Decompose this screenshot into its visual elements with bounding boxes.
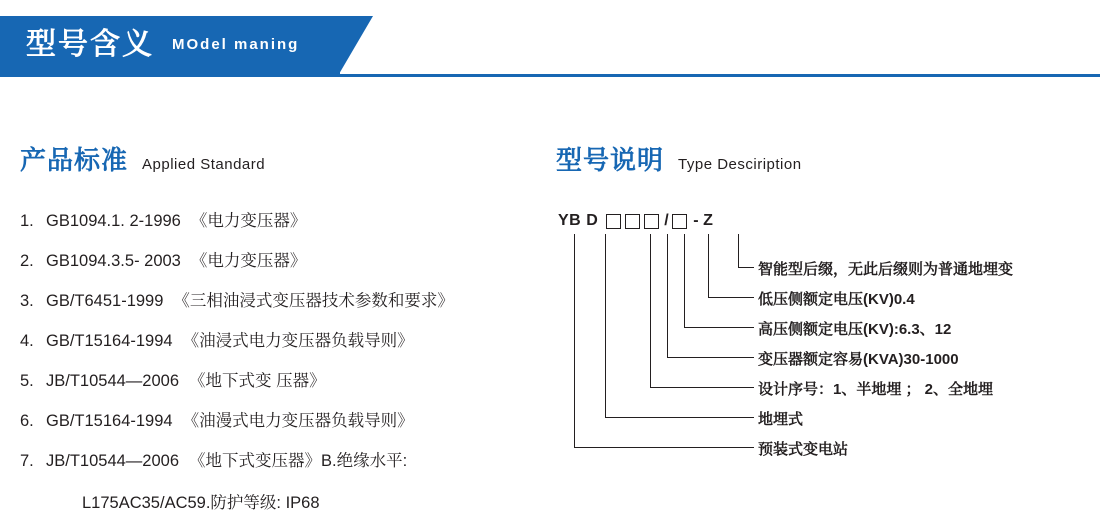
list-item <box>20 370 540 394</box>
applied-standard-list <box>20 210 540 513</box>
legend-label-2: 高压侧额定电压(KV):6.3、12 <box>758 321 952 338</box>
code-separator-dash: - <box>693 212 700 229</box>
list-item-code: GB1094.1. 2-1996 <box>46 212 181 230</box>
list-item-name: 《电力变压器》 <box>190 212 307 230</box>
legend-label-1: 低压侧额定电压(KV)0.4 <box>758 291 915 308</box>
list-item <box>20 450 540 474</box>
list-item-number: 1. <box>20 212 34 230</box>
list-item-number: 6. <box>20 411 34 430</box>
list-item-number: 7. <box>20 451 34 470</box>
leader-line-vertical-hv <box>684 234 685 328</box>
list-item-code: JB/T10544—2006 <box>46 371 180 390</box>
leader-line-horizontal-hv <box>684 327 754 328</box>
list-item-number: 4. <box>20 331 34 350</box>
leader-line-vertical-d <box>605 234 606 418</box>
list-item-name: 《油浸式电力变压器负载导则》 <box>182 331 414 350</box>
page-title-cn: 型号含义 <box>26 28 154 61</box>
type-code-string <box>558 212 713 230</box>
legend-label-4: 设计序号：1、半地埋 ； 2、全地埋 <box>758 381 994 398</box>
leader-line-horizontal-yb <box>574 447 754 448</box>
list-item <box>20 330 540 354</box>
leader-line-horizontal-lv <box>708 297 754 298</box>
code-box-hv <box>625 214 640 229</box>
list-item-continuation: L175AC35/AC59.防护等级: IP68 <box>82 494 320 513</box>
code-box-design <box>644 214 659 229</box>
list-item-name: 《地下式变压器》B.绝缘水平: <box>189 451 408 470</box>
type-code-diagram <box>548 212 1088 492</box>
section-title-applied-standard <box>20 140 265 177</box>
code-segment-yb: YB <box>558 212 582 229</box>
list-item-code: GB1094.3.5- 2003 <box>46 251 181 270</box>
leader-line-vertical-z <box>738 234 739 268</box>
list-item-code: GB/T6451-1999 <box>46 291 164 310</box>
leader-line-horizontal-design <box>650 387 754 388</box>
code-segment-d: D <box>586 212 599 229</box>
leader-line-horizontal-d <box>605 417 754 418</box>
page-title-en: MOdel maning <box>172 35 300 53</box>
leader-line-vertical-yb <box>574 234 575 448</box>
section-title-type-description <box>556 140 802 177</box>
leader-line-vertical-capacity <box>667 234 668 358</box>
legend-label-3: 变压器额定容易(KVA)30-1000 <box>758 351 959 368</box>
legend-label-6: 预装式变电站 <box>758 441 849 458</box>
list-item <box>20 210 540 234</box>
leader-line-vertical-lv <box>708 234 709 298</box>
code-box-lv <box>672 214 687 229</box>
leader-line-horizontal-capacity <box>667 357 754 358</box>
code-separator-slash: / <box>664 212 670 229</box>
leader-line-vertical-design <box>650 234 651 388</box>
list-item-code: JB/T10544—2006 <box>46 451 180 470</box>
list-item <box>20 290 540 314</box>
section-title-en: Type Desciription <box>678 156 802 173</box>
list-item-name: 《地下式变 压器》 <box>189 371 326 390</box>
section-title-cn: 型号说明 <box>556 145 665 175</box>
list-item <box>20 250 540 274</box>
section-title-cn: 产品标准 <box>20 145 129 175</box>
list-item <box>20 410 540 434</box>
code-segment-z: Z <box>703 212 714 229</box>
list-item-name: 《三相油浸式变压器技术参数和要求》 <box>173 291 454 310</box>
list-item-number: 5. <box>20 371 34 390</box>
leader-line-horizontal-z <box>738 267 754 268</box>
list-item-code: GB/T15164-1994 <box>46 331 173 350</box>
list-item-name: 《电力变压器》 <box>190 251 307 270</box>
header-divider <box>0 74 1100 77</box>
legend-label-0: 智能型后缀，无此后缀则为普通地埋变 <box>758 261 1014 278</box>
list-item-name: 《油漫式电力变压器负载导则》 <box>182 411 414 430</box>
code-box-capacity <box>606 214 621 229</box>
list-item-number: 3. <box>20 291 34 310</box>
section-title-en: Applied Standard <box>142 156 266 173</box>
legend-label-5: 地埋式 <box>758 411 804 428</box>
list-item-number: 2. <box>20 251 34 270</box>
page-header-banner <box>0 16 340 74</box>
list-item-code: GB/T15164-1994 <box>46 411 173 430</box>
